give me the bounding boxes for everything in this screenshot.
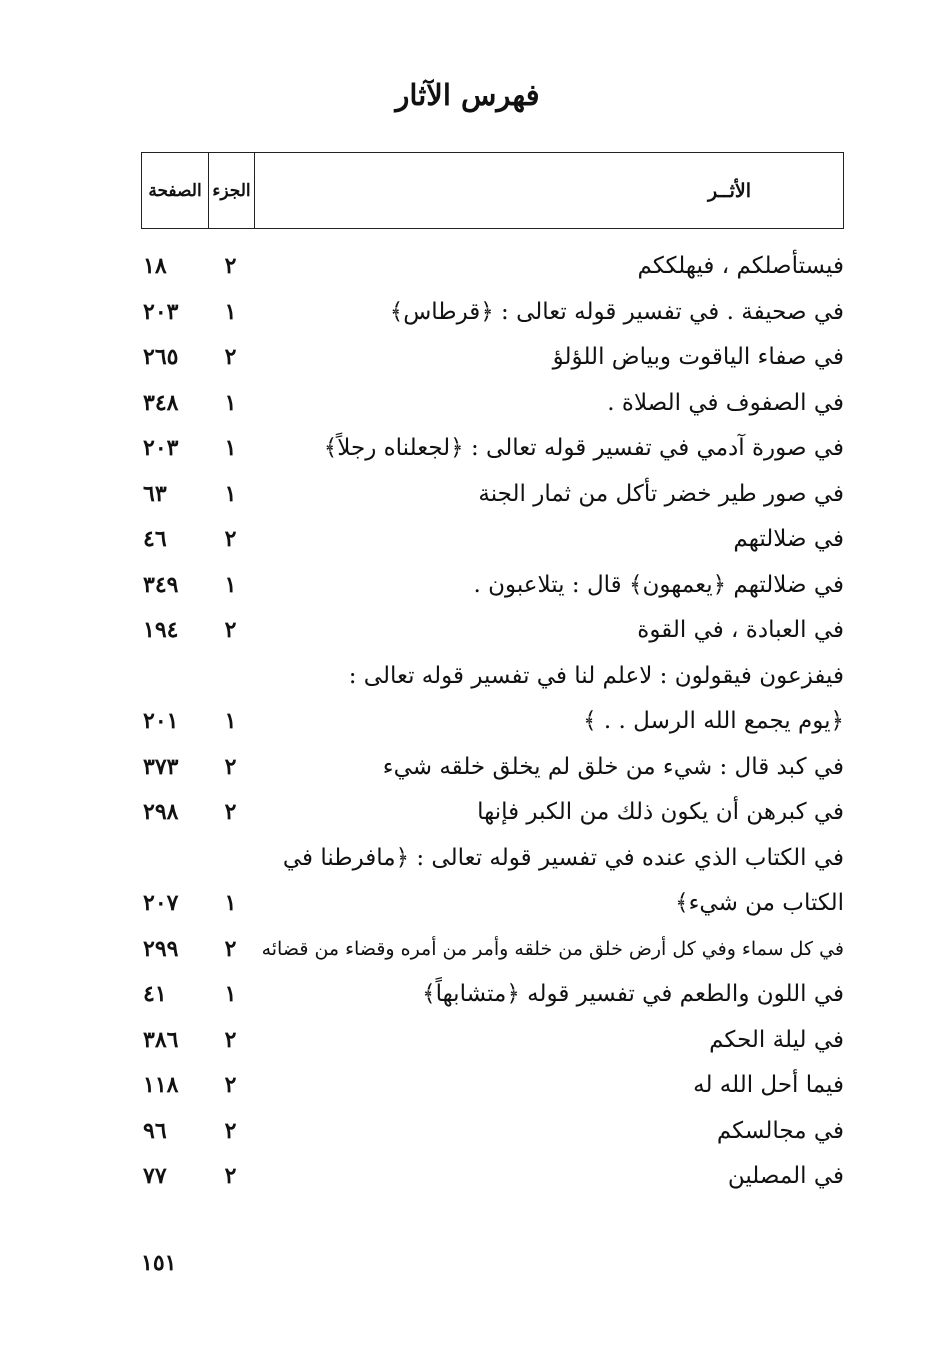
athar-text: في مجالسكم <box>716 1117 844 1144</box>
page-ref: ١٩٤ <box>143 617 179 643</box>
page-ref: ٧٧ <box>143 1163 167 1189</box>
table-row <box>141 656 844 702</box>
table-header <box>141 152 844 229</box>
athar-text: في ليلة الحكم <box>709 1026 844 1053</box>
athar-text: في صحيفة . في تفسير قوله تعالى : ﴿قرطاس﴾ <box>389 298 844 325</box>
athar-text: في اللون والطعم في تفسير قوله ﴿متشابهاً﴾ <box>422 981 844 1007</box>
header-part: الجزء <box>208 153 255 228</box>
page-ref: ٣٧٣ <box>143 753 179 780</box>
part-number: ٢ <box>224 253 237 279</box>
page-ref: ١٨ <box>143 253 167 279</box>
part-number: ٢ <box>224 935 237 962</box>
athar-text: فيفزعون فيقولون : لاعلم لنا في تفسير قوله تعالى : <box>348 662 844 689</box>
page-ref: ٩٦ <box>143 1117 167 1144</box>
table-row <box>141 565 844 611</box>
athar-text: في ضلالتهم <box>733 526 844 552</box>
table-row <box>141 974 844 1020</box>
part-number: ١ <box>224 435 237 461</box>
table-row <box>141 292 844 338</box>
table-row <box>141 474 844 520</box>
table-row <box>141 929 844 975</box>
page-ref: ٤٦ <box>143 526 167 552</box>
part-number: ٢ <box>224 1117 237 1144</box>
page-ref: ٣٤٨ <box>143 389 179 416</box>
page-ref: ٢٠٧ <box>143 890 179 916</box>
page-ref: ٢٩٨ <box>143 799 179 825</box>
part-number <box>207 656 254 702</box>
part-number: ٢ <box>224 526 237 552</box>
part-number: ٢ <box>224 617 237 643</box>
table-row <box>141 383 844 429</box>
page-ref: ٢٦٥ <box>143 344 179 370</box>
table-row <box>141 610 844 656</box>
table-row <box>141 246 844 292</box>
page-number: ١٥١ <box>141 1250 177 1276</box>
part-number: ١ <box>224 571 237 598</box>
part-number: ١ <box>224 298 237 325</box>
athar-text: فيما أحل الله له <box>693 1072 844 1098</box>
part-number: ٢ <box>224 753 237 780</box>
table-row <box>141 792 844 838</box>
page-ref <box>141 656 209 702</box>
page-ref: ٦٣ <box>143 480 167 507</box>
table-row <box>141 1020 844 1066</box>
table-row <box>141 701 844 747</box>
athar-text: ﴿يوم يجمع الله الرسل . . ﴾ <box>583 708 844 734</box>
athar-text: فيستأصلكم ، فيهلككم <box>637 253 844 279</box>
athar-text: في صور طير خضر تأكل من ثمار الجنة <box>478 480 844 507</box>
table-row <box>141 337 844 383</box>
table-row <box>141 838 844 884</box>
table-row <box>141 747 844 793</box>
athar-text: في كبرهن أن يكون ذلك من الكبر فإنها <box>477 799 844 825</box>
page-ref: ٣٤٩ <box>143 571 179 598</box>
table-row <box>141 428 844 474</box>
page-ref: ٢٠١ <box>143 708 179 734</box>
athar-text: في ضلالتهم ﴿يعمهون﴾ قال : يتلاعبون . <box>473 571 844 598</box>
athar-text: في صورة آدمي في تفسير قوله تعالى : ﴿لجعلناه رجلاً﴾ <box>323 435 844 461</box>
page-ref: ٤١ <box>143 981 167 1007</box>
table-row <box>141 883 844 929</box>
index-table <box>141 246 844 1202</box>
athar-text: الكتاب من شيء﴾ <box>675 890 844 916</box>
athar-text: في كبد قال : شيء من خلق لم يخلق خلقه شيء <box>382 753 844 780</box>
page-ref: ٣٨٦ <box>143 1026 179 1053</box>
page-ref <box>141 838 209 884</box>
part-number: ٢ <box>224 799 237 825</box>
part-number: ٢ <box>224 1072 237 1098</box>
part-number: ١ <box>224 389 237 416</box>
part-number: ١ <box>224 890 237 916</box>
athar-text: في العبادة ، في القوة <box>637 617 844 643</box>
page-ref: ٢٩٩ <box>143 935 179 962</box>
table-row <box>141 1156 844 1202</box>
part-number: ٢ <box>224 1163 237 1189</box>
part-number <box>207 838 254 884</box>
page-ref: ١١٨ <box>143 1072 179 1098</box>
athar-text: في الصفوف في الصلاة . <box>607 389 844 416</box>
athar-text: في المصلين <box>727 1163 844 1189</box>
table-row <box>141 519 844 565</box>
athar-text: في كل سماء وفي كل أرض خلق من خلقه وأمر من أمره وقضاء من قضائه <box>261 937 844 960</box>
part-number: ١ <box>224 708 237 734</box>
part-number: ٢ <box>224 1026 237 1053</box>
header-athar: الأثــر <box>707 179 751 202</box>
part-number: ٢ <box>224 344 237 370</box>
part-number: ١ <box>224 480 237 507</box>
header-page: الصفحة <box>148 180 202 201</box>
athar-text: في صفاء الياقوت وبياض اللؤلؤ <box>552 344 844 370</box>
table-row <box>141 1111 844 1157</box>
athar-text: في الكتاب الذي عنده في تفسير قوله تعالى : ﴿مافرطنا في <box>282 844 844 871</box>
page-ref: ٢٠٣ <box>143 298 179 325</box>
table-row <box>141 1065 844 1111</box>
page-ref: ٢٠٣ <box>143 435 179 461</box>
part-number: ١ <box>224 981 237 1007</box>
page-title: فهرس الآثار <box>395 78 540 112</box>
